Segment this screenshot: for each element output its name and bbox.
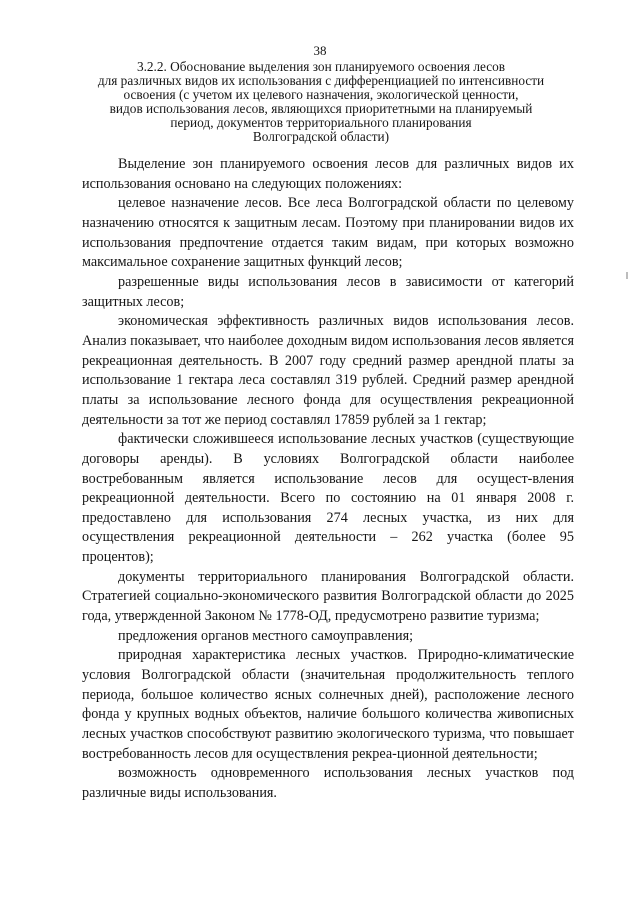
paragraph-natural-characteristics: природная характеристика лесных участков. Природно-климатические условия Волгоградской области (значительная продолжительность теплого периода, большое количество ясных солнечных дней), расположение лесного фонда у крупных водных объектов, наличие большого количества живописных лесных участков способствуют развитию экологического туризма, что повышает востребованность лесов для осуществления рекреа-ционной деятельности; bbox=[82, 647, 574, 762]
heading-line: 3.2.2. Обоснование выделения зон планируемого освоения лесов bbox=[136, 59, 506, 74]
heading-line: видов использования лесов, являющихся приоритетными на планируемый bbox=[109, 101, 533, 116]
paragraph-actual-use: фактически сложившееся использование лесных участков (существующие договоры аренды). В условиях Волгоградской области наиболее востребованным является использование лесов для осущест-вления рекреационной деятельности. Всего по состоянию на 01 января 2008 г. предоставлено для использования 274 лесных участка, из них для осуществления рекреационной деятельности – 262 участка (более 95 процентов); bbox=[82, 431, 574, 566]
paragraph-planning-documents: документы территориального планирования Волгоградской области. Стратегией социально-экономического развития Волгоградской области до 2025 года, утвержденной Законом № 1778-ОД, предусмотрено развитие туризма; bbox=[82, 568, 574, 625]
paragraph-local-government: предложения органов местного самоуправления; bbox=[118, 627, 414, 644]
body-text bbox=[82, 155, 574, 804]
heading-line: освоения (с учетом их целевого назначения, экологической ценности, bbox=[123, 87, 519, 102]
paragraph-economic-efficiency: экономическая эффективность различных видов использования лесов. Анализ показывает, что наиболее доходным видом использования лесов является рекреационная деятельность. В 2007 году средний размер арендной платы за использование 1 гектара леса составлял 319 рублей. Средний размер арендной платы за использование лесного фонда для осуществления рекреационной деятельности за тот же период составлял 17859 рублей за 1 гектар; bbox=[82, 313, 574, 428]
scan-artifact-mark bbox=[626, 272, 628, 279]
paragraph-simultaneous-use: возможность одновременного использования лесных участков под различные виды использования. bbox=[82, 765, 574, 801]
heading-line: для различных видов их использования с дифференциацией по интенсивности bbox=[97, 73, 545, 88]
intro-paragraph: Выделение зон планируемого освоения лесов для различных видов их использования основано на следующих положениях: bbox=[82, 156, 574, 192]
paragraph-target-purpose: целевое назначение лесов. Все леса Волгоградской области по целевому назначению относятся к защитным лесам. Поэтому при планировании видов их использования предпочтение отдается таким видам, при которых возможно максимальное сохранение защитных функций лесов; bbox=[82, 195, 574, 271]
section-heading bbox=[68, 60, 574, 144]
heading-line: период, документов территориального планирования bbox=[170, 115, 472, 130]
page-number: 38 bbox=[313, 43, 327, 58]
paragraph-permitted-uses: разрешенные виды использования лесов в зависимости от категорий защитных лесов; bbox=[82, 273, 574, 310]
heading-line: Волгоградской области) bbox=[252, 129, 390, 144]
